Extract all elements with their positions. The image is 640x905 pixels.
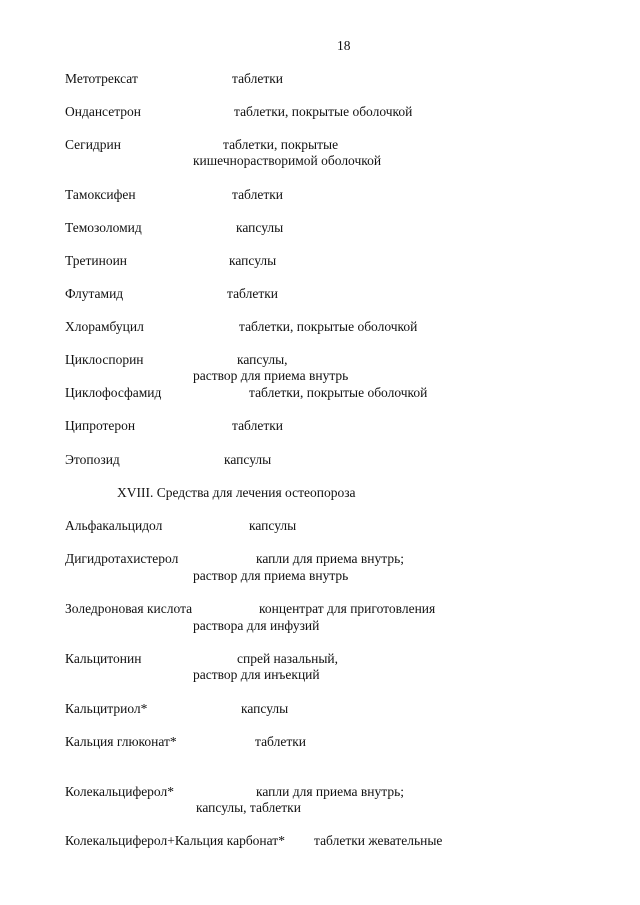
drug-name: Третиноин — [65, 253, 128, 268]
drug-name: Золедроновая кислота — [65, 601, 193, 616]
drug-form-continued: капсулы, таблетки — [196, 800, 301, 815]
page-number: 18 — [337, 38, 351, 53]
drug-name: Ондансетрон — [65, 104, 141, 119]
drug-name: Темозоломид — [65, 220, 142, 235]
drug-name: Этопозид — [65, 452, 120, 467]
drug-name: Тамоксифен — [65, 187, 136, 202]
drug-name: Кальцитриол* — [65, 701, 148, 716]
drug-form-continued: кишечнорастворимой оболочкой — [193, 153, 382, 168]
drug-form: таблетки — [232, 71, 284, 86]
drug-form: концентрат для приготовления — [259, 601, 436, 616]
drug-name: Колекальциферол+Кальция карбонат* — [65, 833, 285, 848]
drug-form: таблетки, покрытые оболочкой — [234, 104, 413, 119]
drug-name: Циклофосфамид — [65, 385, 162, 400]
drug-name: Кальция глюконат* — [65, 734, 177, 749]
drug-name: Ципротерон — [65, 418, 136, 433]
drug-form-continued: раствор для приема внутрь — [193, 368, 349, 383]
drug-name: Кальцитонин — [65, 651, 142, 666]
drug-form: капли для приема внутрь; — [256, 551, 404, 566]
drug-form: капсулы, — [237, 352, 288, 367]
drug-form: таблетки, покрытые — [223, 137, 339, 152]
drug-form-continued: раствор для инъекций — [193, 667, 320, 682]
drug-name: Метотрексат — [65, 71, 138, 86]
drug-name: Колекальциферол* — [65, 784, 174, 799]
drug-name: Дигидротахистерол — [65, 551, 179, 566]
drug-name: Альфакальцидол — [65, 518, 163, 533]
drug-form: капсулы — [229, 253, 277, 268]
drug-form: капсулы — [236, 220, 284, 235]
drug-form: капсулы — [249, 518, 297, 533]
drug-form: таблетки — [232, 418, 284, 433]
drug-form: таблетки — [232, 187, 284, 202]
drug-form: капли для приема внутрь; — [256, 784, 404, 799]
drug-form: таблетки, покрытые оболочкой — [249, 385, 428, 400]
drug-form: таблетки жевательные — [314, 833, 443, 848]
section-heading: XVIII. Средства для лечения остеопороза — [117, 485, 356, 500]
drug-form: капсулы — [241, 701, 289, 716]
drug-form: таблетки, покрытые оболочкой — [239, 319, 418, 334]
drug-name: Циклоспорин — [65, 352, 144, 367]
drug-form: таблетки — [227, 286, 279, 301]
drug-name: Хлорамбуцил — [65, 319, 144, 334]
drug-form-continued: раствора для инфузий — [193, 618, 320, 633]
drug-name: Флутамид — [65, 286, 124, 301]
drug-name: Сегидрин — [65, 137, 121, 152]
drug-form-continued: раствор для приема внутрь — [193, 568, 349, 583]
drug-form: таблетки — [255, 734, 307, 749]
drug-form: спрей назальный, — [237, 651, 339, 666]
drug-form: капсулы — [224, 452, 272, 467]
